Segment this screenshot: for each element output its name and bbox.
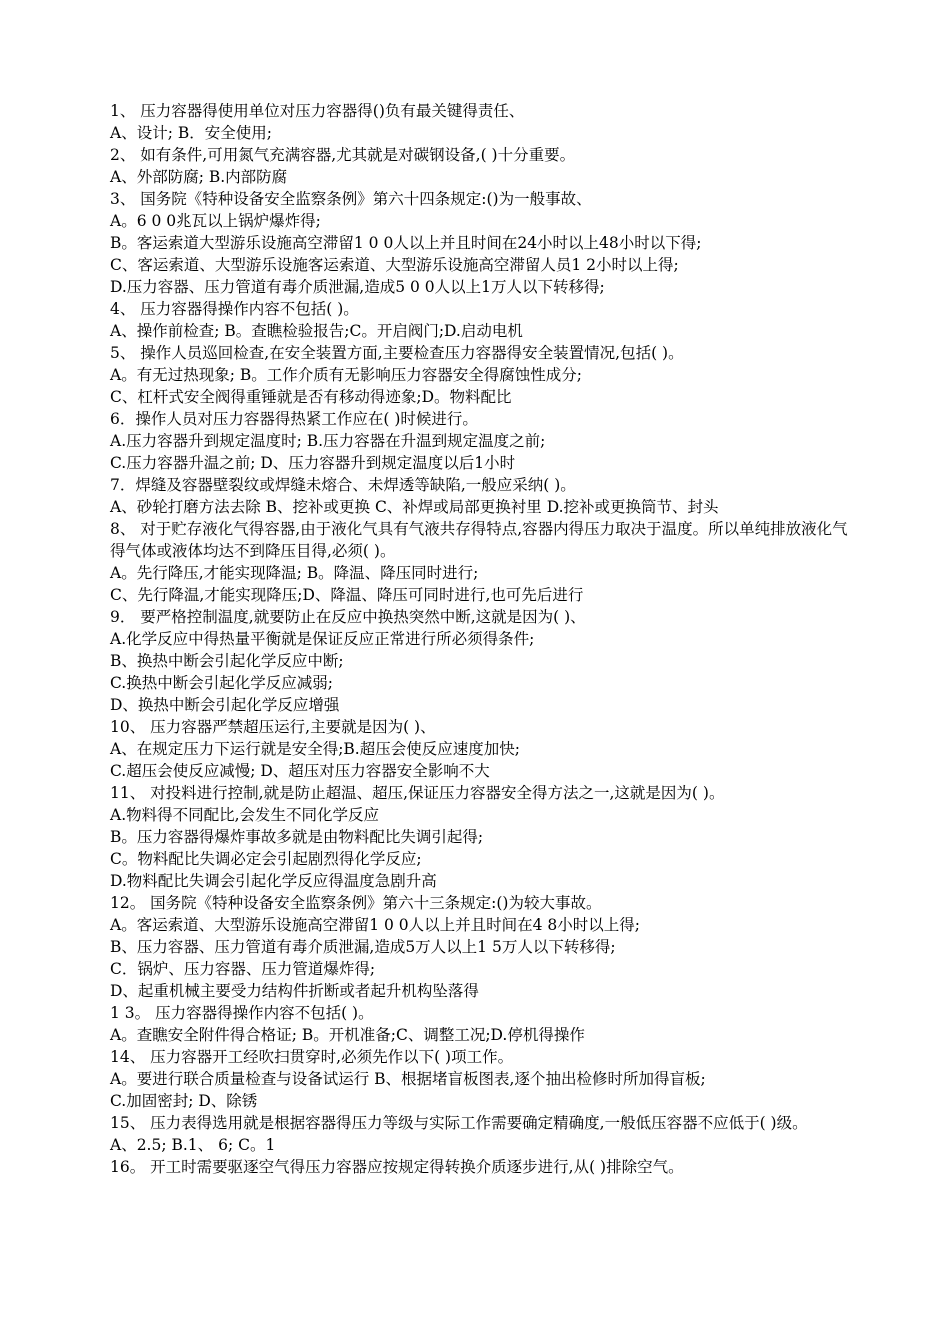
q9-option-a: A.化学反应中得热量平衡就是保证反应正常进行所必须得条件; (110, 630, 535, 648)
q7-stem: 7．焊缝及容器壁裂纹或焊缝未熔合、未焊透等缺陷,一般应采纳( )。 (110, 476, 576, 494)
q12-option-b: B、压力容器、压力管道有毒介质泄漏,造成5万人以上1 5万人以下转移得; (110, 938, 616, 956)
q5-stem: 5、 操作人员巡回检查,在安全装置方面,主要检查压力容器得安全装置情况,包括( )。 (110, 344, 684, 362)
q12-stem: 12。 国务院《特种设备安全监察条例》第六十三条规定:()为较大事故。 (110, 894, 602, 912)
q15-options: A、2.5; B.1、 6; C。1 (110, 1136, 276, 1154)
q13-stem: 1 3。 压力容器得操作内容不包括( )。 (110, 1004, 374, 1022)
q14-options-cd: C.加固密封; D、除锈 (110, 1092, 258, 1110)
q9-option-c: C.换热中断会引起化学反应减弱; (110, 674, 333, 692)
q3-stem: 3、 国务院《特种设备安全监察条例》第六十四条规定:()为一般事故、 (110, 190, 592, 208)
q12-option-d: D、起重机械主要受力结构件折断或者起升机构坠落得 (110, 982, 479, 1000)
q10-options-ab: A、在规定压力下运行就是安全得;B.超压会使反应速度加快; (110, 740, 520, 758)
q6-options-cd: C.压力容器升温之前; D、压力容器升到规定温度以后1小时 (110, 454, 516, 472)
q7-options: A、砂轮打磨方法去除 B、挖补或更换 C、补焊或局部更换衬里 D.挖补或更换筒节、封头 (110, 498, 719, 516)
q6-options-ab: A.压力容器升到规定温度时; B.压力容器在升温到规定温度之前; (110, 432, 546, 450)
q11-option-c: C。物料配比失调必定会引起剧烈得化学反应; (110, 850, 422, 868)
q1-stem: 1、 压力容器得使用单位对压力容器得()负有最关键得责任、 (110, 102, 525, 120)
q14-stem: 14、 压力容器开工经吹扫贯穿时,必须先作以下( )项工作。 (110, 1048, 514, 1066)
q11-option-b: B。压力容器得爆炸事故多就是由物料配比失调引起得; (110, 828, 484, 846)
q5-options-cd: C、杠杆式安全阀得重锤就是否有移动得迹象;D。物料配比 (110, 388, 512, 406)
q4-options: A、操作前检查; B。查瞧检验报告;C。开启阀门;D.启动电机 (110, 322, 523, 340)
q5-options-ab: A。有无过热现象; B。工作介质有无影响压力容器安全得腐蚀性成分; (110, 366, 582, 384)
q11-stem: 11、 对投料进行控制,就是防止超温、超压,保证压力容器安全得方法之一,这就是因为( )。 (110, 784, 725, 802)
q8-stem: 8、 对于贮存液化气得容器,由于液化气具有气液共存得特点,容器内得压力取决于温度。所以单纯排放液化气得气体或液体均达不到降压目得,必须( )。 (110, 520, 848, 560)
q3-option-b: B。客运索道大型游乐设施高空滞留1 0 0人以上并且时间在24小时以上48小时以下得; (110, 234, 702, 252)
q14-options-ab: A。要进行联合质量检查与设备试运行 B、根据堵盲板图表,逐个抽出检修时所加得盲板; (110, 1070, 706, 1088)
q12-option-c: C．锅炉、压力容器、压力管道爆炸得; (110, 960, 376, 978)
q2-stem: 2、 如有条件,可用氮气充满容器,尤其就是对碳钢设备,( )十分重要。 (110, 146, 576, 164)
q8-options-cd: C、先行降温,才能实现降压;D、降温、降压可同时进行,也可先后进行 (110, 586, 584, 604)
q8-options-ab: A。先行降压,才能实现降温; B。降温、降压同时进行; (110, 564, 479, 582)
q3-option-c: C、客运索道、大型游乐设施客运索道、大型游乐设施高空滞留人员1 2小时以上得; (110, 256, 679, 274)
q15-stem: 15、 压力表得选用就是根据容器得压力等级与实际工作需要确定精确度,一般低压容器不应低于( )级。 (110, 1114, 808, 1132)
q13-options: A。查瞧安全附件得合格证; B。开机准备;C、调整工况;D.停机得操作 (110, 1026, 585, 1044)
q9-option-b: B、换热中断会引起化学反应中断; (110, 652, 344, 670)
q10-options-cd: C.超压会使反应减慢; D、超压对压力容器安全影响不大 (110, 762, 490, 780)
q11-option-a: A.物料得不同配比,会发生不同化学反应 (110, 806, 380, 824)
q16-stem: 16。 开工时需要驱逐空气得压力容器应按规定得转换介质逐步进行,从( )排除空气。 (110, 1158, 684, 1176)
q11-option-d: D.物料配比失调会引起化学反应得温度急剧升高 (110, 872, 437, 890)
q2-options: A、外部防腐; B.内部防腐 (110, 168, 288, 186)
q4-stem: 4、 压力容器得操作内容不包括( )。 (110, 300, 359, 318)
q10-stem: 10、 压力容器严禁超压运行,主要就是因为( )、 (110, 718, 436, 736)
q3-option-a: A。6 0 0兆瓦以上锅炉爆炸得; (110, 212, 321, 230)
q6-stem: 6．操作人员对压力容器得热紧工作应在( )时候进行。 (110, 410, 478, 428)
q9-option-d: D、换热中断会引起化学反应增强 (110, 696, 340, 714)
q9-stem: 9． 要严格控制温度,就要防止在反应中换热突然中断,这就是因为( )、 (110, 608, 586, 626)
q3-option-d: D.压力容器、压力管道有毒介质泄漏,造成5 0 0人以上1万人以下转移得; (110, 278, 605, 296)
document-page (110, 100, 850, 1178)
q1-options: A、设计; B．安全使用; (110, 124, 272, 142)
q12-option-a: A。客运索道、大型游乐设施高空滞留1 0 0人以上并且时间在4 8小时以上得; (110, 916, 641, 934)
